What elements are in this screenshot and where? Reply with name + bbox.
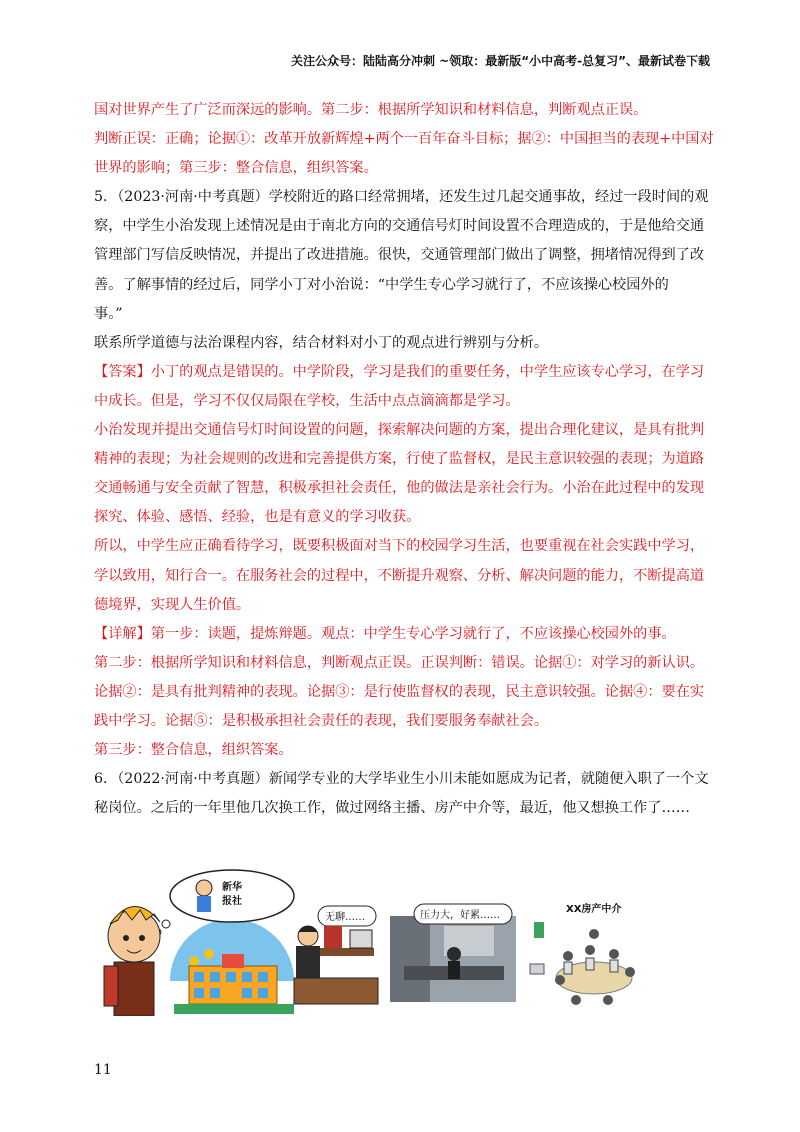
text-line: 事。” [94,305,123,322]
text-line: 察，中学生小治发现上述情况是由于南北方向的交通信号灯时间设置不合理造成的，于是他给交通 [94,218,705,235]
text-line: 所以，中学生应正确看待学习，既要积极面对当下的校园学习生活，也要重视在社会实践中学习， [94,538,705,555]
text-line: 小治发现并提出交通信号灯时间设置的问题，探索解决问题的方案，提出合理化建议，是具有批判 [94,422,705,439]
text-line: 精神的表现；为社会规则的改进和完善提供方案，行使了监督权，是民主意识较强的表现；为道路 [94,451,705,468]
text-line: 联系所学道德与法治课程内容，结合材料对小丁的观点进行辨别与分析。 [94,334,549,351]
bubble-newspaper-line1: 新华 [222,882,242,893]
text-line: 善。了解事情的经过后，同学小丁对小治说：“中学生专心学习就行了，不应该操心校园外的 [94,276,669,293]
text-line: 探究、体验、感悟、经验，也是有意义的学习收获。 [94,509,421,526]
text-line: 国对世界产生了广泛而深远的影响。第二步：根据所学知识和材料信息，判断观点正误。 [94,102,648,118]
bubble-tired: 压力大，好累…… [420,910,500,921]
real-estate-caption: XX房产中介 [566,904,622,915]
panel-student-dream [104,870,294,1016]
text-line: 世界的影响；第三步：整合信息，组织答案。 [94,160,378,177]
text-line: 中成长。但是，学习不仅仅局限在学校，生活中点点滴滴都是学习。 [94,392,520,409]
panel-streamer [390,904,516,1002]
text-line: 5．（2023·河南·中考真题）学校附近的路口经常拥堵，还发生过几起交通事故，经过一段时间的观 [94,189,709,206]
text-line: 【详解】第一步：读题，提炼辩题。观点：中学生专心学习就行了，不应该操心校园外的事。 [94,625,676,642]
text-line: 论据②：是具有批判精神的表现。论据③：是行使监督权的表现，民主意识较强。论据④：要在实 [94,683,705,700]
text-line: 管理部门写信反映情况，并提出了改进措施。很快，交通管理部门做出了调整，拥堵情况得到了改 [94,247,705,264]
text-line: 德境界，实现人生价值。 [94,596,251,613]
text-line: 【答案】小丁的观点是错误的。中学阶段，学习是我们的重要任务，中学生应该专心学习，在学习 [94,363,705,380]
panel-real-estate [530,902,635,1005]
text-line: 判断正误：正确；论据①：改革开放新辉煌+两个一百年奋斗目标；据②：中国担当的表现+中国对 [94,131,714,148]
text-line: 第三步：整合信息，组织答案。 [94,742,293,759]
text-line: 交通畅通与安全贡献了智慧，积极承担社会责任，他的做法是亲社会行为。小治在此过程中的发现 [94,480,705,497]
text-line: 践中学习。论据⑤：是积极承担社会责任的表现，我们要服务奉献社会。 [94,712,549,729]
page-number: 11 [94,1062,112,1078]
bubble-newspaper-line2: 报社 [222,896,242,907]
text-line: 秘岗位。之后的一年里他几次换工作，做过网络主播、房产中介等，最近，他又想换工作了…… [94,800,690,817]
comic-illustration [94,866,714,1016]
text-line: 第二步：根据所学知识和材料信息，判断观点正误。正误判断：错误。论据①：对学习的新认识。 [94,654,705,671]
text-line: 6．（2022·河南·中考真题）新闻学专业的大学毕业生小川未能如愿成为记者，就随便入职了一个文 [94,771,709,788]
bubble-bored: 无聊…… [325,912,365,923]
text-line: 学以致用，知行合一。在服务社会的过程中，不断提升观察、分析、解决问题的能力，不断提高道 [94,567,705,584]
page-header: 关注公众号：陆陆高分冲刺 ~领取：最新版“小中高考-总复习”、最新试卷下载 [291,54,710,68]
document-body [94,96,714,823]
panel-office-clerk [294,906,378,1004]
